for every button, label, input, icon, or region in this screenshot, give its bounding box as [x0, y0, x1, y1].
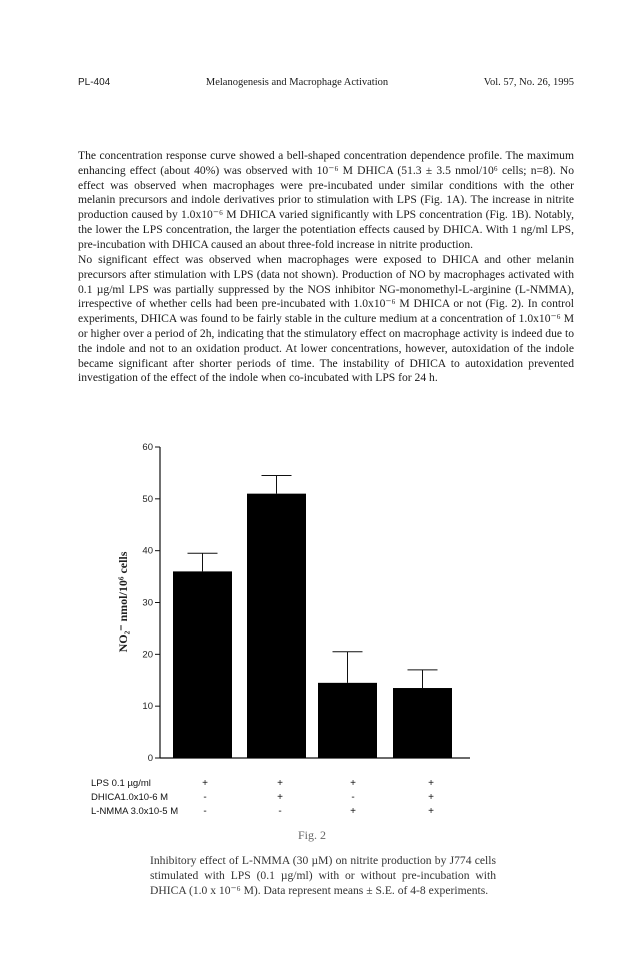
treatment-sign: +: [277, 778, 283, 789]
y-tick-label: 20: [142, 649, 153, 661]
y-axis-label: NO₂⁻ nmol/10⁶ cells: [116, 551, 130, 653]
treatment-sign: -: [203, 806, 207, 817]
treatment-sign: -: [351, 792, 355, 803]
bar: [173, 571, 232, 758]
body-paragraph-1: The concentration response curve showed a bell-shaped concentration dependence profile. The maximum enhancing effect (about 40%) was observed with 10⁻⁶ M DHICA (51.3 ± 3.5 nmol/10⁶ cells; n=8). No effect was observed when macrophages were pre-incubated under similar conditions with the other melanin precursors and indole derivatives prior to stimulation with LPS (Fig. 1A). The increase in nitrite production caused by 1.0x10⁻⁶ M DHICA varied significantly with LPS concentration (Fig. 1B). Notably, the lower the LPS concentration, the larger the potentiation effects caused by DHICA. With 1 ng/ml LPS, pre-incubation with DHICA caused an about three-fold increase in nitrite production.: [78, 149, 574, 251]
treatment-sign: +: [428, 806, 434, 817]
page-number: PL-404: [78, 76, 111, 88]
treatment-sign: +: [428, 792, 434, 803]
treatment-sign: -: [278, 806, 282, 817]
treatment-label: LPS 0.1 µg/ml: [91, 778, 151, 789]
treatment-sign: +: [350, 778, 356, 789]
y-tick-label: 50: [142, 493, 153, 505]
treatment-sign: -: [203, 792, 207, 803]
treatment-table: [91, 778, 434, 817]
treatment-sign: +: [277, 792, 283, 803]
treatment-label: DHICA1.0x10-6 M: [91, 792, 169, 803]
treatment-sign: +: [428, 778, 434, 789]
figure-caption: Inhibitory effect of L-NMMA (30 µM) on nitrite production by J774 cells stimulated with LPS (0.1 µg/ml) with or without pre-incubation with DHICA (1.0 x 10⁻⁶ M). Data represent means ± S.E. of 4-8 experiments.: [150, 854, 496, 897]
bar: [247, 494, 306, 758]
figure-label: Fig. 2: [297, 828, 326, 842]
y-tick-label: 40: [142, 545, 153, 557]
y-tick-label: 30: [142, 597, 153, 609]
treatment-sign: +: [350, 806, 356, 817]
treatment-sign: +: [202, 778, 208, 789]
bar: [318, 683, 377, 758]
bars: [173, 476, 452, 758]
journal-volume: Vol. 57, No. 26, 1995: [483, 76, 574, 88]
y-tick-label: 10: [142, 701, 153, 713]
body-paragraph-2: No significant effect was observed when macrophages were exposed to DHICA and other melanin precursors after stimulation with LPS (data not shown). Production of NO by macrophages activated with 0.1 µg/ml LPS was partially suppressed by the NOS inhibitor NG-monomethyl-L-arginine (L-NMMA), irrespective of whether cells had been pre-incubated with 1.0x10⁻⁶ M DHICA or not (Fig. 2). In control experiments, DHICA was found to be fairly stable in the culture medium at a concentration of 1.0x10⁻⁶ M or higher over a period of 2h, indicating that the stimulatory effect on macrophage activity is indeed due to the indole and not to an oxidation product. At lower concentrations, however, autoxidation of the indole became significant after shorter periods of time. The instability of DHICA to autoxidation prevented investigation of the effect of the indole when co-incubated with LPS for 24 h.: [78, 253, 574, 385]
treatment-label: L-NMMA 3.0x10-5 M: [91, 806, 179, 817]
bar: [393, 688, 452, 758]
running-title: Melanogenesis and Macrophage Activation: [205, 76, 389, 88]
y-tick-label: 60: [142, 442, 153, 453]
y-tick-label: 0: [147, 753, 153, 764]
